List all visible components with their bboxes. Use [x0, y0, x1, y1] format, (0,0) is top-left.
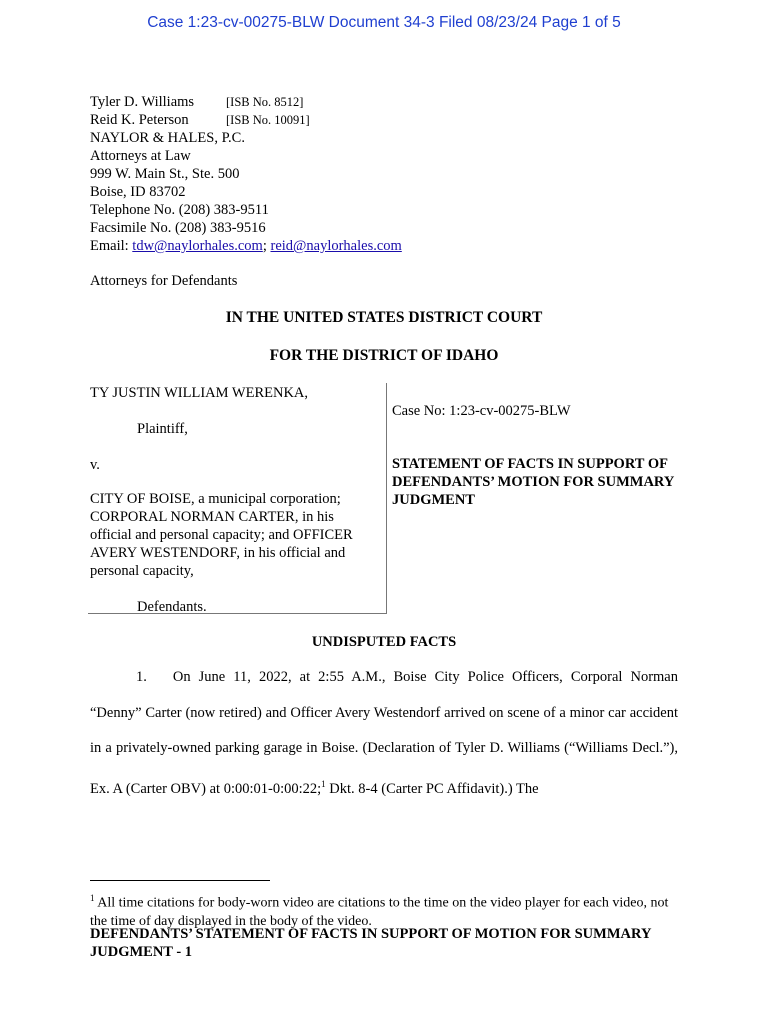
footnote-mark: 1	[90, 893, 95, 903]
email-link[interactable]: reid@naylorhales.com	[270, 238, 402, 254]
plaintiff-name: TY JUSTIN WILLIAM WERENKA,	[90, 385, 309, 401]
defendants-role: Defendants.	[137, 599, 207, 615]
court-district: FOR THE DISTRICT OF IDAHO	[269, 347, 499, 364]
footnote-divider	[90, 880, 270, 881]
footnote-text: All time citations for body-worn video are citations to the time on the video player for each video, not the time of day displayed in the body of the video.	[90, 895, 669, 929]
email-line	[90, 237, 490, 255]
attorneys-for: Attorneys for Defendants	[90, 273, 238, 289]
email-link[interactable]: tdw@naylorhales.com	[132, 238, 263, 254]
paragraph-text-cont: Dkt. 8-4 (Carter PC Affidavit).) The	[325, 780, 539, 797]
fact-paragraph	[90, 660, 678, 807]
paragraph-number: 1.	[136, 669, 147, 685]
section-heading: UNDISPUTED FACTS	[311, 634, 457, 650]
telephone: Telephone No. (208) 383-9511	[90, 202, 269, 218]
versus: v.	[90, 457, 100, 473]
document-title: STATEMENT OF FACTS IN SUPPORT OF DEFENDANTS’ MOTION FOR SUMMARY JUDGMENT	[392, 456, 674, 508]
paragraph-text: On June 11, 2022, at 2:55 A.M., Boise City Police Officers, Corporal Norman “Denny” Carter (now retired) and Officer Avery Westendorf arrived on scene of a minor car accident in a privately-owned parking garage in Boise. (Declaration of Tyler D. Williams (“Williams Decl.”), Ex. A (Carter OBV) at 0:00:01-0:00:22;	[90, 669, 678, 797]
page-footer: DEFENDANTS’ STATEMENT OF FACTS IN SUPPORT OF MOTION FOR SUMMARY JUDGMENT - 1	[90, 926, 651, 960]
ecf-header-stamp: Case 1:23-cv-00275-BLW Document 34-3 Filed 08/23/24 Page 1 of 5	[147, 14, 621, 31]
address-line: Boise, ID 83702	[90, 184, 186, 200]
address-line: 999 W. Main St., Ste. 500	[90, 166, 240, 182]
court-title: IN THE UNITED STATES DISTRICT COURT	[225, 309, 543, 326]
defendants-names: CITY OF BOISE, a municipal corporation; CORPORAL NORMAN CARTER, in his official and personal capacity; and OFFICER AVERY WESTENDORF, in his official and personal capacity,	[90, 491, 353, 579]
attorney-role: Attorneys at Law	[90, 148, 191, 164]
isb-number: [ISB No. 10091]	[226, 113, 310, 127]
footnote-reference: 1	[321, 778, 326, 789]
plaintiff-role: Plaintiff,	[137, 421, 188, 437]
isb-number: [ISB No. 8512]	[226, 95, 304, 109]
email-label: Email:	[90, 238, 133, 254]
attorney-name: Reid K. Peterson	[90, 112, 189, 128]
attorney-block	[90, 93, 490, 255]
facsimile: Facsimile No. (208) 383-9516	[90, 220, 266, 236]
case-number: Case No: 1:23-cv-00275-BLW	[392, 403, 571, 419]
firm-name: NAYLOR & HALES, P.C.	[90, 130, 245, 146]
attorney-name: Tyler D. Williams	[90, 94, 195, 110]
email-separator: ;	[262, 238, 271, 254]
